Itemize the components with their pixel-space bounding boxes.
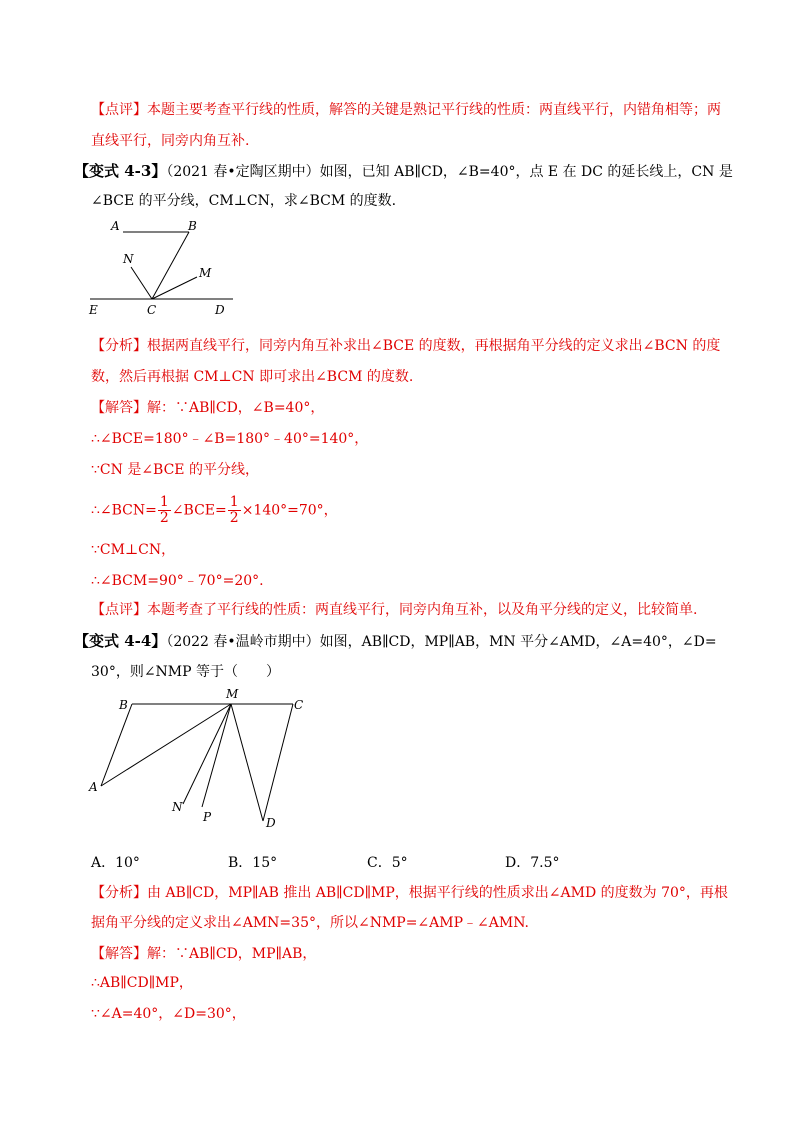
fraction-denominator: 2 [229,510,239,526]
label-B: B [188,219,197,233]
problem-4-3-tag: 【变式 4-3】 [74,162,167,180]
option-b[interactable]: B．15° [228,855,278,871]
solution-4-3-line-3: ∵CN 是∠BCE 的平分线， [91,462,259,478]
label-N: N [172,800,183,814]
problem-4-4-text-2: 30°，则∠NMP 等于（ ） [91,664,280,680]
label-A: A [111,219,120,233]
label-D: D [215,303,225,317]
analysis-4-3-line-2: 数，然后再根据 CM⊥CN 即可求出∠BCM 的度数. [91,369,414,385]
label-B: B [119,698,128,712]
label-M: M [199,266,212,280]
solution-4-4-line-3: ∵∠A=40°，∠D=30°， [91,1006,246,1022]
label-M: M [226,687,239,701]
solution-4-3-line-4-suffix: ×140°=70°， [241,502,338,519]
comment-line-1: 【点评】本题主要考查平行线的性质，解答的关键是熟记平行线的性质：两直线平行，内错角相等；两 [91,102,721,118]
comment-4-3: 【点评】本题考查了平行线的性质：两直线平行，同旁内角互补，以及角平分线的定义，比较简单. [91,602,698,618]
label-C: C [147,303,157,317]
analysis-4-4-line-1: 【分析】由 AB∥CD，MP∥AB 推出 AB∥CD∥MP，根据平行线的性质求出∠AMD 的度数为 70°，再根 [91,885,728,901]
problem-4-3-text-1: （2021 春•定陶区期中）如图，已知 AB∥CD，∠B=40°，点 E 在 DC 的延长线上，CN 是 [166,164,733,180]
solution-4-3-line-6: ∴∠BCM=90°﹣70°=20°. [91,573,264,589]
fraction-numerator: 1 [229,494,239,510]
solution-4-3-line-4 [91,495,338,526]
analysis-4-4-line-2: 据角平分线的定义求出∠AMN=35°，所以∠NMP=∠AMP﹣∠AMN. [91,915,530,931]
option-d[interactable]: D．7.5° [505,855,560,871]
problem-4-4-text-1: （2022 春•温岭市期中）如图，AB∥CD，MP∥AB，MN 平分∠AMD，∠A=40°，∠D= [166,634,717,650]
problem-4-3-text-2: ∠BCE 的平分线，CM⊥CN，求∠BCM 的度数. [91,193,397,209]
solution-4-3-line-1: 【解答】解：∵AB∥CD，∠B=40°， [91,400,325,416]
problem-4-4-header [74,631,717,652]
solution-4-3-line-4-mid: ∠BCE= [171,502,227,519]
fraction-half-2 [228,495,241,526]
label-A: A [89,780,98,794]
label-E: E [89,303,98,317]
option-c[interactable]: C．5° [367,855,408,871]
solution-4-3-line-2: ∴∠BCE=180°﹣∠B=180°﹣40°=140°， [91,431,369,447]
figure-4-4 [85,685,315,830]
label-P: P [203,810,212,824]
problem-4-4-tag: 【变式 4-4】 [74,632,167,650]
figure-4-3 [85,215,255,320]
label-N: N [123,252,134,266]
comment-line-2: 直线平行，同旁内角互补. [91,133,250,149]
analysis-4-3-line-1: 【分析】根据两直线平行，同旁内角互补求出∠BCE 的度数，再根据角平分线的定义求出∠BCN 的度 [91,338,721,354]
solution-4-4-line-2: ∴AB∥CD∥MP， [91,975,193,991]
fraction-denominator: 2 [159,510,169,526]
fraction-numerator: 1 [159,494,169,510]
fraction-half-1 [158,495,171,526]
problem-4-3-header [74,161,733,182]
solution-4-4-line-1: 【解答】解：∵AB∥CD，MP∥AB， [91,946,317,962]
label-C: C [294,698,304,712]
label-D: D [266,816,276,830]
option-a[interactable]: A．10° [91,855,140,871]
solution-4-3-line-4-prefix: ∴∠BCN= [91,502,157,519]
solution-4-3-line-5: ∵CM⊥CN， [91,542,176,558]
